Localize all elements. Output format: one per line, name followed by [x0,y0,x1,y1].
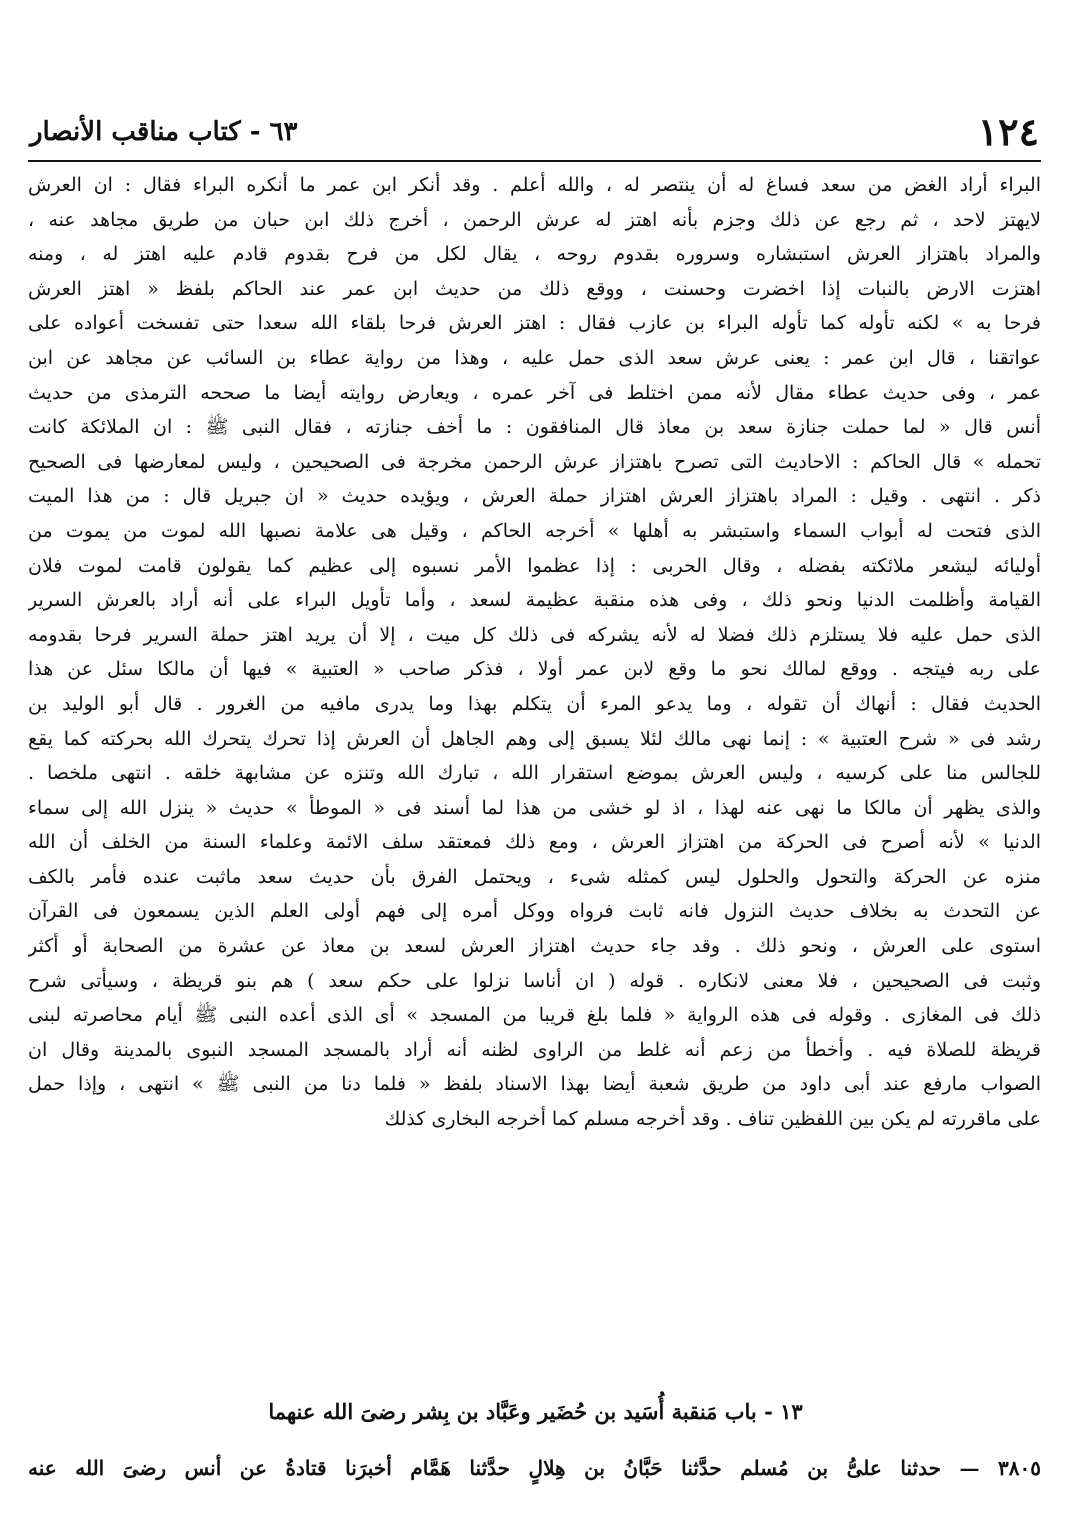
text-line: تحمله » قال الحاكم : الاحاديث التى تصرح باهتزاز عرش الرحمن مخرجة فى الصحيحين ، وليس لمعارضها فى الصحيح [28,450,1041,473]
text-line: منزه عن الحركة والتحول والحلول ليس كمثله شىء ، ويحتمل الفرق بأن حديث سعد ماثبت عنده فأمر بالكف [28,865,1041,888]
text-line: لايهتز لاحد ، ثم رجع عن ذلك وجزم بأنه اهتز له عرش الرحمن ، أخرج ذلك ابن حبان من طريق مجاهد عنه ، [28,208,1041,231]
commentary-text [28,168,1041,1137]
text-line: الصواب مارفع عند أبى داود من طريق شعبة أيضا بهذا الاسناد بلفظ « فلما دنا من النبى ﷺ » انتهى ، وإذا حمل [28,1073,1041,1096]
text-line: اهتزت الارض بالنبات إذا اخضرت وحسنت ، ووقع ذلك من حديث ابن عمر عند الحاكم بلفظ « اهتز العرش [28,277,1041,300]
text-line: على ربه فيتجه . ووقع لمالك نحو ما وقع لابن عمر أولا ، فذكر صاحب « العتبية » فيها أن مالكا سئل عن هذا [28,658,1041,681]
text-line: عواتقنا ، قال ابن عمر : يعنى عرش سعد الذى حمل عليه ، وهذا من رواية عطاء بن السائب عن مجاهد عن ابن [28,346,1041,369]
hadith-isnad-line: ٣٨٠٥ — حدثنا علىُّ بن مُسلم حدَّثنا حَبَّانُ بن هِلالٍ حدَّثنا هَمَّام أخبرَنا قتادةُ عن أنس رضىَ الله عنه [28,1456,1041,1480]
text-line: ذكر . انتهى . وقيل : المراد باهتزاز العرش اهتزاز حملة العرش ، ويؤيده حديث « ان جبريل قال : من هذا الميت [28,485,1041,508]
text-line: أوليائه ليشعر ملائكته بفضله ، وقال الحربى : إذا عظموا الأمر نسبوه إلى عظيم كما يقولون قامت لموت فلان [28,554,1041,577]
text-line: استوى على العرش ، ونحو ذلك . وقد جاء حديث اهتزاز العرش لسعد بن معاذ عن عشرة من الصحابة أو أكثر [28,935,1041,958]
text-line: الذى فتحت له أبواب السماء واستبشر به أهلها » أخرجه الحاكم ، وقيل هى علامة نصبها الله لموت من يموت من [28,519,1041,542]
text-line: فرحا به » لكنه تأوله كما تأوله البراء بن عازب فقال : اهتز العرش فرحا بلقاء الله سعدا حتى تفسخت أعواده على [28,312,1041,335]
header-rule [28,160,1041,162]
chapter-heading: ١٣ - باب مَنقبة أُسَيد بن حُضَير وعَبَّاد بن بِشر رضىَ الله عنهما [268,1399,803,1424]
text-line: رشد فى « شرح العتبية » : إنما نهى مالك لئلا يسبق إلى وهم الجاهل أن العرش إذا تحرك يتحرك الله بحركته كما يقع [28,727,1041,750]
page-number: ١٢٤ [977,109,1039,154]
text-line: أنس قال « لما حملت جنازة سعد بن معاذ قال المنافقون : ما أخف جنازته ، فقال النبى ﷺ : ان الملائكة كانت [28,416,1041,439]
text-line: القيامة وأظلمت الدنيا ونحو ذلك ، وفى هذه منقبة عظيمة لسعد ، وأما تأويل البراء على أنه أراد بالعرش السرير [28,589,1041,612]
text-line: والذى يظهر أن مالكا ما نهى عنه لهذا ، اذ لو خشى من هذا لما أسند فى « الموطأ » حديث « ينزل الله إلى سماء [28,796,1041,819]
text-line: الحديث فقال : أنهاك أن تقوله ، وما يدعو المرء أن يتكلم بهذا وما يدرى مافيه من الغرور . قال أبو الوليد بن [28,692,1041,715]
text-line: على ماقررته لم يكن بين اللفظين تناف . وقد أخرجه مسلم كما أخرجه البخارى كذلك [384,1108,1041,1131]
text-line: للجالس منا على كرسيه ، وليس العرش بموضع استقرار الله ، تبارك الله وتنزه عن مشابهة خلقه . انتهى ملخصا . [28,762,1041,785]
text-line: البراء أراد الغض من سعد فساغ له أن ينتصر له ، والله أعلم . وقد أنكر ابن عمر ما أنكره البراء فقال : ان العرش [28,174,1041,196]
text-line: الذى حمل عليه فلا يستلزم ذلك فضلا له لأنه يشركه فى ذلك كل ميت ، إلا أن يريد اهتز حملة السرير فرحا بقدومه [28,623,1041,646]
text-line: عمر ، وفى حديث عطاء مقال لأنه ممن اختلط فى آخر عمره ، ويعارض روايته أيضا ما صححه الترمذى من حديث [28,381,1041,404]
text-line: ذلك فى المغازى . وقوله فى هذه الرواية « فلما بلغ قريبا من المسجد » أى الذى أعده النبى ﷺ أيام محاصرته لبنى [28,1004,1041,1027]
text-line: وثبت فى الصحيحين ، فلا معنى لانكاره . قوله ( ان أناسا نزلوا على حكم سعد ) هم بنو قريظة ، وسيأتى شرح [28,969,1041,992]
text-line: قريظة للصلاة فيه . وأخطأ من زعم أنه غلط من الراوى لظنه أنه أراد بالمسجد المسجد النبوى بالمدينة وقال ان [28,1038,1041,1061]
running-title: ٦٣ - كتاب مناقب الأنصار [30,117,298,147]
text-line: الدنيا » لأنه أصرح فى الحركة من اهتزاز العرش ، ومع ذلك فمعتقد سلف الائمة وعلماء السنة من الخلف أن الله [28,831,1041,854]
text-line: والمراد باهتزاز العرش استبشاره وسروره بقدوم روحه ، يقال لكل من فرح بقدوم قادم عليه اهتز له ، ومنه [28,243,1041,266]
page-header [30,108,1039,156]
text-line: عن التحدث به بخلاف حديث النزول فانه ثابت فرواه ووكل أمره إلى فهم أولى العلم الذين يسمعون فى القرآن [28,900,1041,923]
